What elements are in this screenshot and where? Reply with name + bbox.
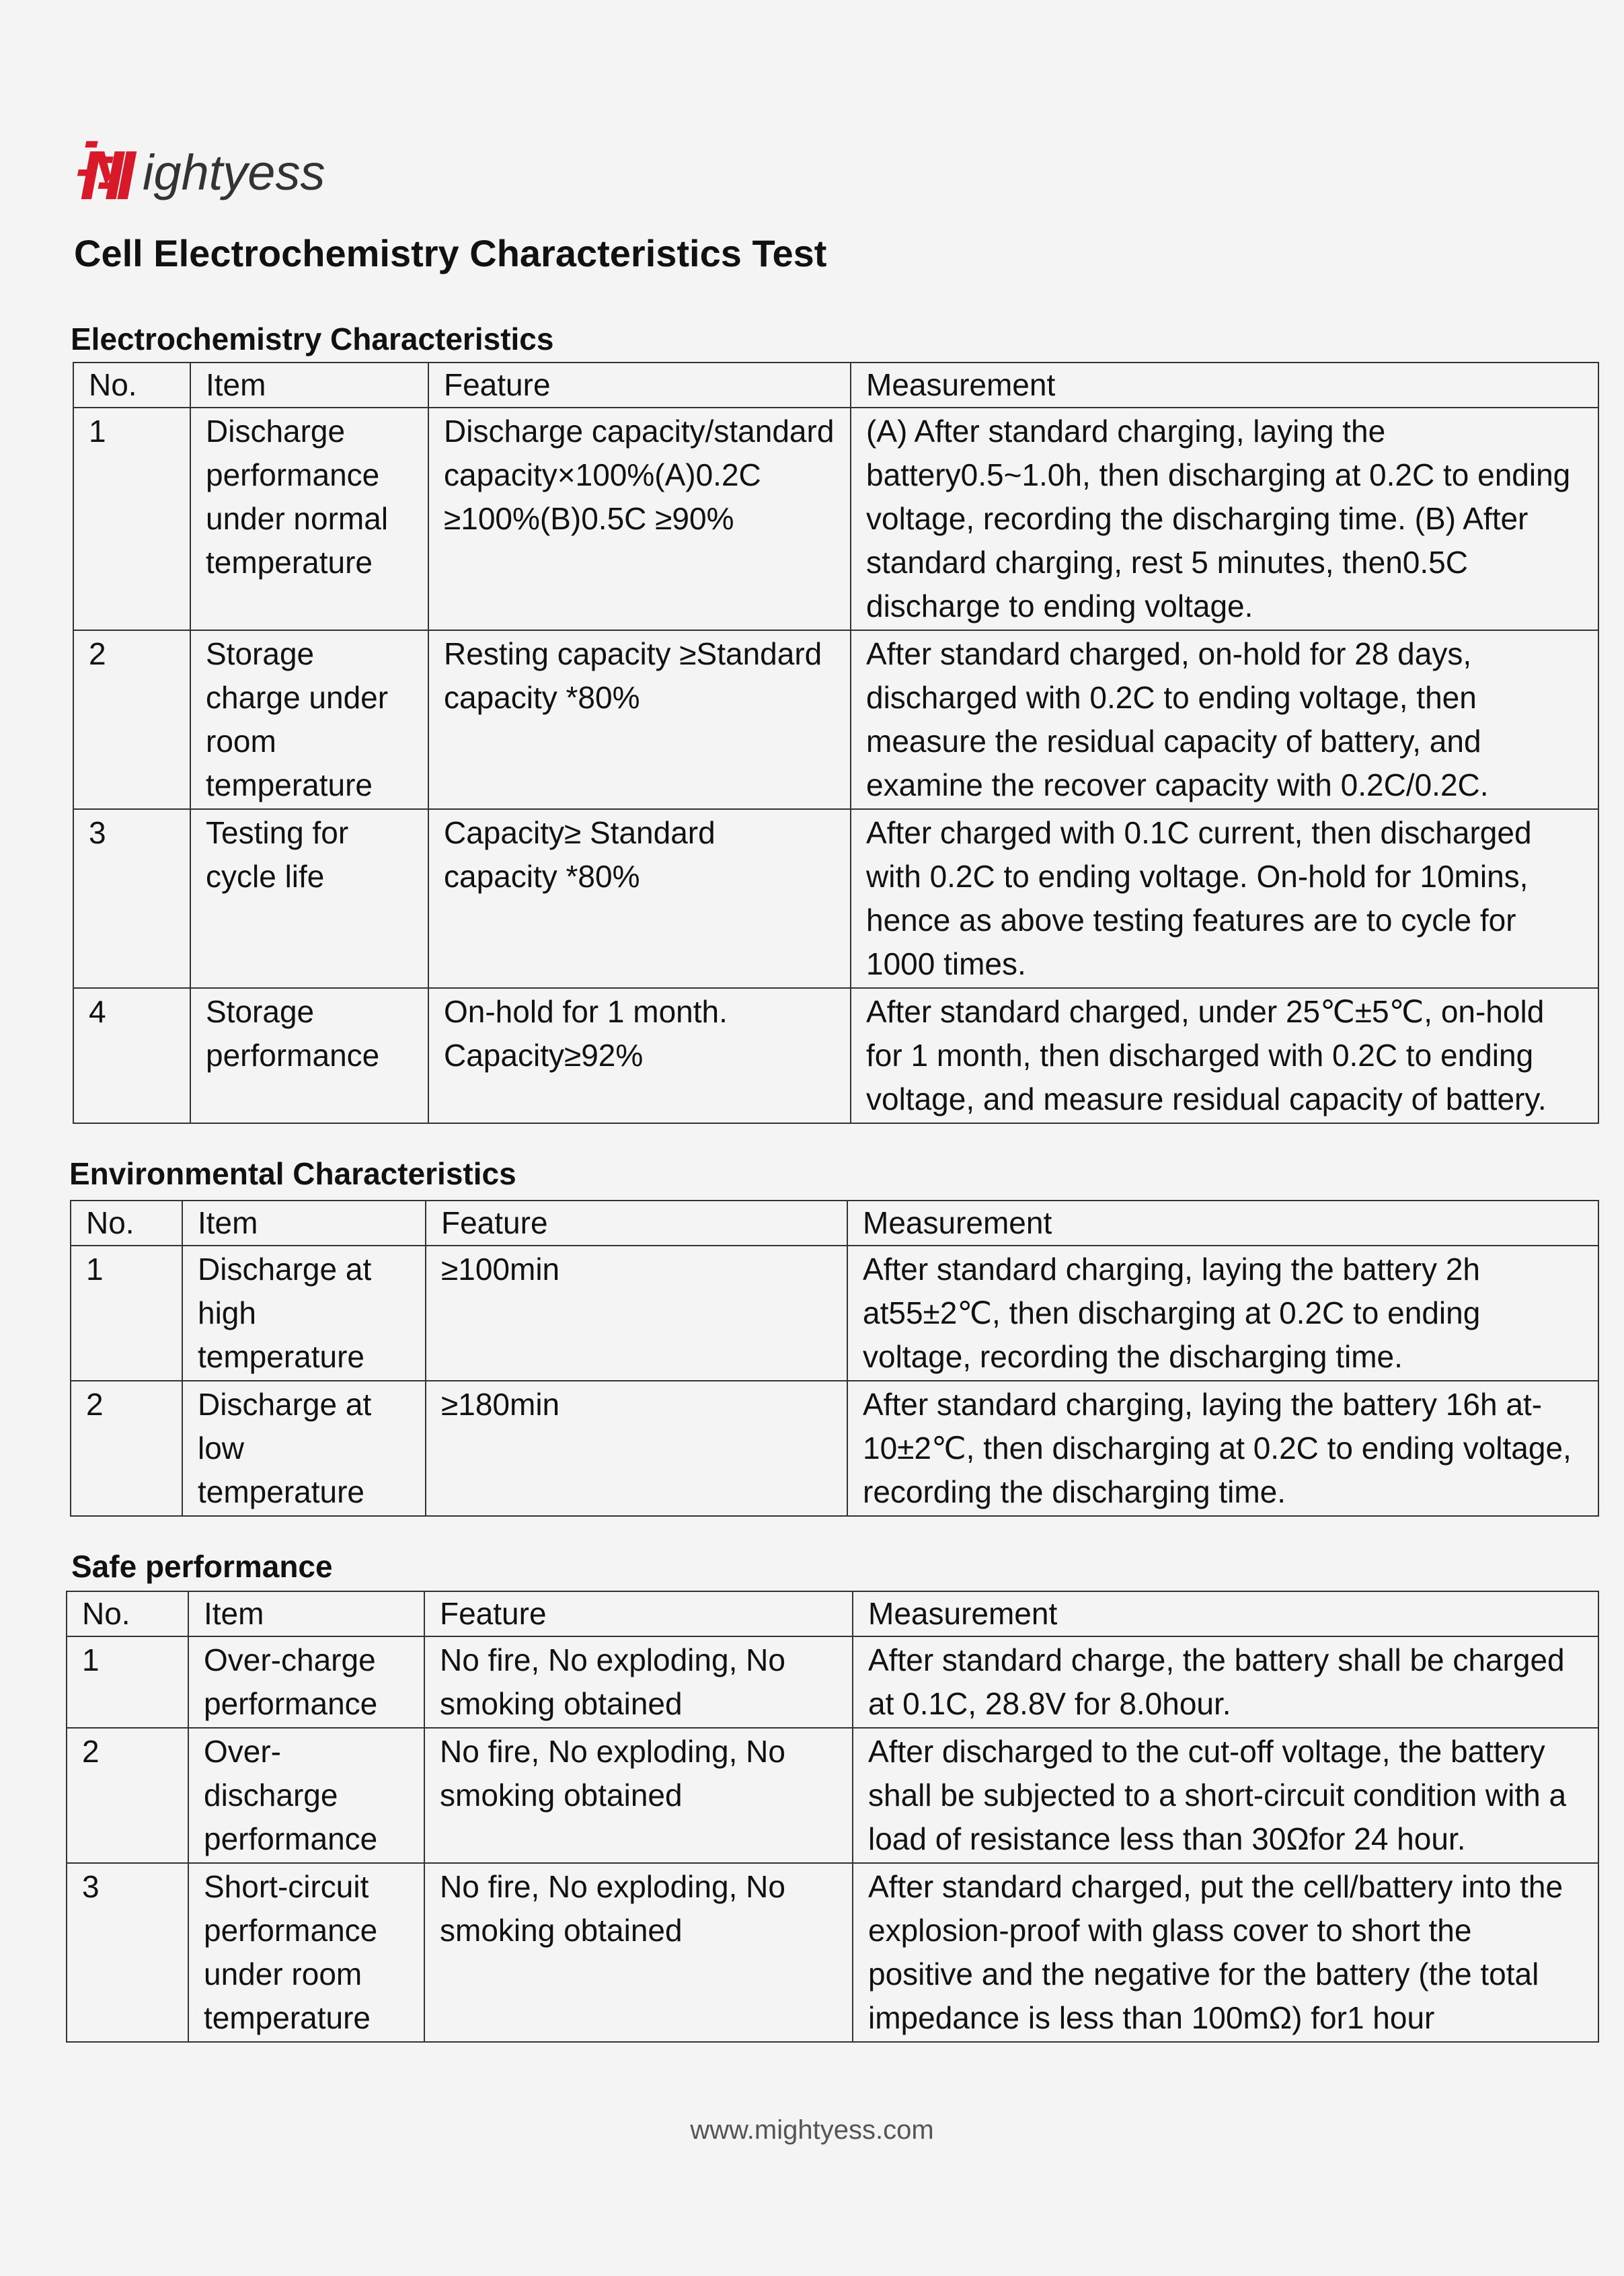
- table-row: [71, 1381, 1598, 1516]
- table-row: [73, 630, 1598, 809]
- row-item: Storage charge under room temperature: [190, 630, 428, 809]
- section-title-safe-performance: Safe performance: [71, 1549, 333, 1584]
- brand-logo: [75, 128, 325, 202]
- row-feature: Discharge capacity/standard capacity×100%(A)0.2C ≥100%(B)0.5C ≥90%: [428, 408, 851, 630]
- page-title: Cell Electrochemistry Characteristics Test: [74, 232, 827, 274]
- header-feature: Feature: [426, 1201, 847, 1246]
- row-measurement: After standard charged, put the cell/battery into the explosion-proof with glass cover to short the positive and the negative for the battery (the total impedance is less than 100mΩ) for1 hour: [853, 1863, 1598, 2042]
- row-item: Discharge performance under normal temperature: [190, 408, 428, 630]
- table-header-row: [71, 1201, 1598, 1246]
- table-header-row: [67, 1591, 1598, 1636]
- section-title-environmental: Environmental Characteristics: [69, 1156, 516, 1191]
- header-item: Item: [188, 1591, 424, 1636]
- row-no: 2: [71, 1381, 182, 1516]
- environmental-table: [70, 1200, 1599, 1517]
- table-header-row: [73, 363, 1598, 408]
- safe-performance-table: [66, 1591, 1599, 2043]
- mightyess-m-logo-icon: [75, 137, 141, 202]
- row-feature: On-hold for 1 month. Capacity≥92%: [428, 988, 851, 1123]
- electrochemistry-table: [73, 362, 1599, 1124]
- row-item: Discharge at low temperature: [182, 1381, 426, 1516]
- header-no: No.: [67, 1591, 188, 1636]
- row-item: Over-charge performance: [188, 1636, 424, 1728]
- section-title-electrochemistry: Electrochemistry Characteristics: [71, 321, 554, 356]
- row-item: Storage performance: [190, 988, 428, 1123]
- row-no: 2: [67, 1728, 188, 1863]
- table-row: [73, 988, 1598, 1123]
- header-feature: Feature: [428, 363, 851, 408]
- row-measurement: After standard charging, laying the battery 2h at55±2℃, then discharging at 0.2C to ending voltage, recording the discharging time.: [847, 1246, 1598, 1381]
- row-feature: No fire, No exploding, No smoking obtained: [424, 1863, 853, 2042]
- header-feature: Feature: [424, 1591, 853, 1636]
- header-measurement: Measurement: [847, 1201, 1598, 1246]
- table-row: [67, 1728, 1598, 1863]
- row-feature: Capacity≥ Standard capacity *80%: [428, 809, 851, 988]
- row-measurement: After charged with 0.1C current, then discharged with 0.2C to ending voltage. On-hold for 10mins, hence as above testing features are to cycle for 1000 times.: [851, 809, 1598, 988]
- row-measurement: After standard charged, on-hold for 28 days, discharged with 0.2C to ending voltage, then measure the residual capacity of battery, and examine the recover capacity with 0.2C/0.2C.: [851, 630, 1598, 809]
- brand-name: ightyess: [143, 145, 325, 200]
- row-feature: No fire, No exploding, No smoking obtained: [424, 1728, 853, 1863]
- row-feature: ≥180min: [426, 1381, 847, 1516]
- row-item: Discharge at high temperature: [182, 1246, 426, 1381]
- header-item: Item: [190, 363, 428, 408]
- row-measurement: After discharged to the cut-off voltage, the battery shall be subjected to a short-circuit condition with a load of resistance less than 30Ωfor 24 hour.: [853, 1728, 1598, 1863]
- row-measurement: After standard charging, laying the battery 16h at-10±2℃, then discharging at 0.2C to ending voltage, recording the discharging time.: [847, 1381, 1598, 1516]
- table-row: [67, 1636, 1598, 1728]
- footer-website[interactable]: www.mightyess.com: [690, 2115, 934, 2145]
- row-measurement: After standard charged, under 25℃±5℃, on-hold for 1 month, then discharged with 0.2C to ending voltage, and measure residual capacity of battery.: [851, 988, 1598, 1123]
- row-no: 2: [73, 630, 190, 809]
- row-feature: No fire, No exploding, No smoking obtained: [424, 1636, 853, 1728]
- row-item: Short-circuit performance under room temperature: [188, 1863, 424, 2042]
- row-feature: Resting capacity ≥Standard capacity *80%: [428, 630, 851, 809]
- header-measurement: Measurement: [853, 1591, 1598, 1636]
- row-no: 3: [67, 1863, 188, 2042]
- row-no: 1: [73, 408, 190, 630]
- table-row: [67, 1863, 1598, 2042]
- header-item: Item: [182, 1201, 426, 1246]
- header-no: No.: [71, 1201, 182, 1246]
- table-row: [73, 809, 1598, 988]
- row-no: 1: [71, 1246, 182, 1381]
- row-item: Testing for cycle life: [190, 809, 428, 988]
- row-measurement: (A) After standard charging, laying the battery0.5~1.0h, then discharging at 0.2C to ending voltage, recording the discharging time. (B) After standard charging, rest 5 minutes, then0.5C discharge to ending voltage.: [851, 408, 1598, 630]
- header-no: No.: [73, 363, 190, 408]
- row-item: Over-discharge performance: [188, 1728, 424, 1863]
- row-no: 4: [73, 988, 190, 1123]
- table-row: [73, 408, 1598, 630]
- row-measurement: After standard charge, the battery shall be charged at 0.1C, 28.8V for 8.0hour.: [853, 1636, 1598, 1728]
- table-row: [71, 1246, 1598, 1381]
- row-no: 3: [73, 809, 190, 988]
- row-no: 1: [67, 1636, 188, 1728]
- header-measurement: Measurement: [851, 363, 1598, 408]
- row-feature: ≥100min: [426, 1246, 847, 1381]
